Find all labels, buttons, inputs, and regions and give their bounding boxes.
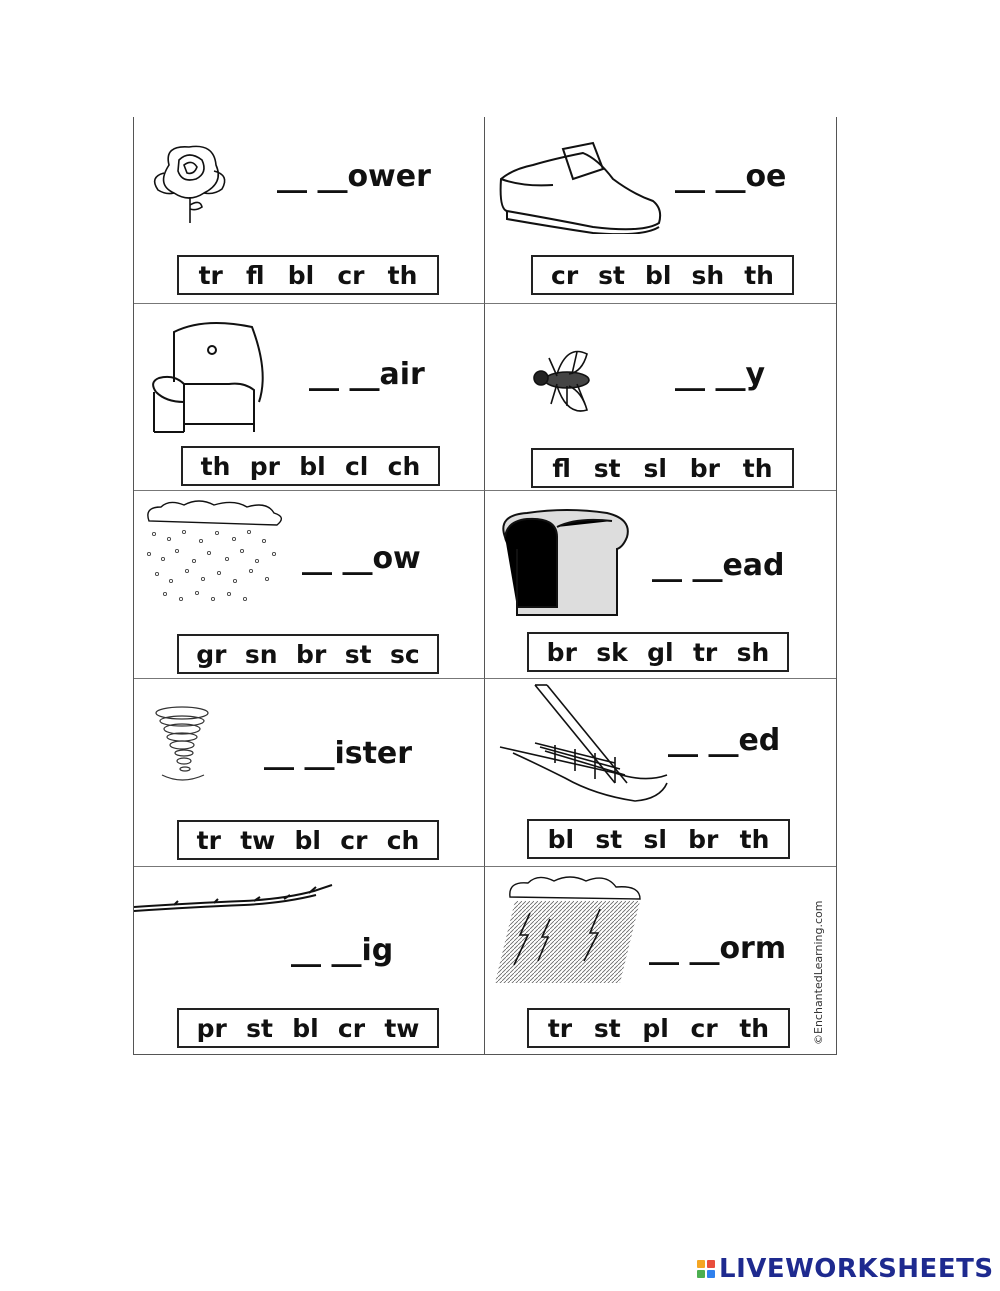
choice-option[interactable]: st — [595, 824, 623, 854]
word-blank: __ __ower — [277, 159, 431, 194]
word-blank: __ __ig — [291, 933, 394, 968]
choice-option[interactable]: sk — [596, 637, 628, 667]
choice-option[interactable]: sh — [691, 260, 725, 290]
choice-option[interactable]: bl — [645, 260, 672, 290]
choice-option[interactable]: th — [744, 260, 774, 290]
choice-option[interactable]: cr — [551, 260, 579, 290]
shoe-icon — [493, 139, 663, 234]
choice-option[interactable]: th — [739, 1013, 770, 1043]
choice-box — [177, 634, 439, 674]
choice-option[interactable]: tw — [240, 825, 276, 855]
choice-option[interactable]: gl — [647, 637, 674, 667]
choice-box — [527, 632, 789, 672]
word-blank: __ __ister — [264, 736, 413, 771]
choice-option[interactable]: pl — [642, 1013, 669, 1043]
choice-option[interactable]: br — [689, 453, 720, 483]
choice-option[interactable]: sc — [390, 639, 420, 669]
sled-icon — [495, 683, 670, 803]
choice-box — [531, 448, 794, 488]
choice-option[interactable]: br — [688, 824, 719, 854]
choice-box — [177, 1008, 439, 1048]
choice-option[interactable]: cr — [337, 1013, 366, 1043]
choice-option[interactable]: sl — [643, 453, 667, 483]
choice-box — [181, 446, 440, 486]
choice-option[interactable]: gr — [196, 639, 227, 669]
choice-option[interactable]: st — [593, 453, 621, 483]
twister-icon — [152, 705, 212, 785]
choice-box — [527, 819, 790, 859]
choice-option[interactable]: cr — [340, 825, 368, 855]
choice-option[interactable]: bl — [547, 824, 575, 854]
cell-bread — [485, 491, 836, 679]
choice-option[interactable]: tw — [384, 1013, 420, 1043]
logo-mark-icon — [697, 1260, 715, 1278]
choice-option[interactable]: th — [739, 824, 770, 854]
choice-option[interactable]: tr — [198, 260, 223, 290]
word-blank: __ __oe — [675, 159, 787, 194]
liveworksheets-logo[interactable] — [697, 1254, 994, 1284]
choice-option[interactable]: st — [246, 1013, 273, 1043]
choice-option[interactable]: cl — [344, 451, 369, 481]
snow-icon — [139, 499, 289, 609]
word-blank: __ __y — [675, 357, 765, 392]
choice-option[interactable]: tr — [547, 1013, 573, 1043]
fly-icon — [527, 344, 607, 424]
choice-option[interactable]: st — [344, 639, 372, 669]
cell-twister — [134, 679, 485, 867]
choice-option[interactable]: cr — [690, 1013, 718, 1043]
choice-option[interactable]: th — [387, 260, 418, 290]
choice-option[interactable]: bl — [287, 260, 315, 290]
cell-chair — [134, 304, 485, 491]
choice-option[interactable]: st — [598, 260, 626, 290]
choice-box — [531, 255, 794, 295]
word-blank: __ __orm — [649, 931, 787, 966]
cell-twig — [134, 867, 485, 1054]
choice-option[interactable]: pr — [196, 1013, 227, 1043]
choice-option[interactable]: fl — [552, 453, 571, 483]
choice-option[interactable]: th — [742, 453, 773, 483]
cell-shoe — [485, 117, 836, 304]
choice-option[interactable]: fl — [246, 260, 265, 290]
choice-option[interactable]: tr — [196, 825, 221, 855]
choice-option[interactable]: bl — [299, 451, 326, 481]
cell-fly — [485, 304, 836, 491]
choice-option[interactable]: ch — [387, 451, 421, 481]
storm-icon — [490, 873, 650, 993]
choice-box — [177, 255, 439, 295]
twig-icon — [134, 883, 334, 923]
choice-box — [527, 1008, 790, 1048]
choice-option[interactable]: bl — [294, 825, 321, 855]
word-blank: __ __air — [309, 357, 425, 392]
word-blank: __ __ead — [652, 548, 785, 583]
choice-option[interactable]: st — [593, 1013, 621, 1043]
bread-icon — [497, 507, 632, 622]
worksheet — [133, 117, 837, 1055]
choice-option[interactable]: br — [546, 637, 577, 667]
word-blank: __ __ow — [302, 541, 421, 576]
cell-flower — [134, 117, 485, 304]
choice-option[interactable]: sh — [736, 637, 770, 667]
cell-storm — [485, 867, 836, 1054]
choice-option[interactable]: sl — [643, 824, 667, 854]
chair-icon — [144, 312, 269, 437]
copyright-credit: ©EnchantedLearning.com — [812, 900, 825, 1045]
logo-text: LIVEWORKSHEETS — [719, 1254, 994, 1284]
cell-snow — [134, 491, 485, 679]
choice-option[interactable]: br — [296, 639, 327, 669]
rose-icon — [144, 135, 234, 225]
choice-option[interactable]: bl — [292, 1013, 319, 1043]
cell-sled — [485, 679, 836, 867]
choice-option[interactable]: ch — [386, 825, 420, 855]
choice-option[interactable]: cr — [337, 260, 365, 290]
choice-option[interactable]: th — [200, 451, 231, 481]
choice-box — [177, 820, 439, 860]
choice-option[interactable]: pr — [249, 451, 280, 481]
choice-option[interactable]: tr — [692, 637, 718, 667]
choice-option[interactable]: sn — [244, 639, 278, 669]
word-blank: __ __ed — [668, 723, 781, 758]
